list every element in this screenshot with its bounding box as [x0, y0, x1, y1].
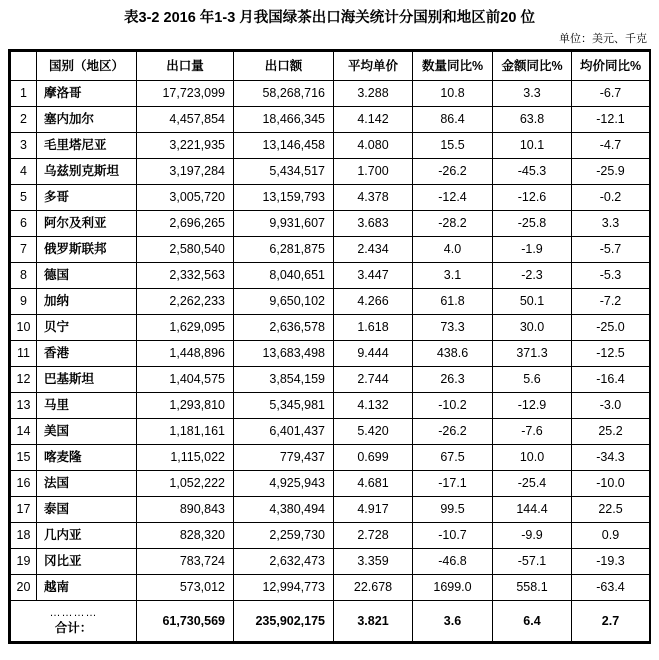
cell-country: 美国: [37, 419, 137, 445]
cell-index: 14: [11, 419, 37, 445]
cell-unit-price: 3.359: [334, 549, 413, 575]
cell-qty-yoy: 438.6: [413, 341, 493, 367]
cell-price-yoy: -16.4: [572, 367, 650, 393]
cell-index: 3: [11, 133, 37, 159]
cell-value-yoy: 3.3: [493, 81, 572, 107]
total-dots: …………: [49, 607, 98, 619]
cell-country: 乌兹别克斯坦: [37, 159, 137, 185]
cell-country: 喀麦隆: [37, 445, 137, 471]
cell-index: 18: [11, 523, 37, 549]
cell-index: 17: [11, 497, 37, 523]
total-unit-price: 3.821: [334, 601, 413, 642]
cell-price-yoy: -3.0: [572, 393, 650, 419]
cell-price-yoy: 3.3: [572, 211, 650, 237]
cell-quantity: 17,723,099: [137, 81, 234, 107]
table-row: [11, 445, 650, 471]
header-value: 出口额: [234, 52, 334, 81]
header-country: 国别（地区）: [37, 52, 137, 81]
cell-country: 法国: [37, 471, 137, 497]
table-row: [11, 341, 650, 367]
cell-value-yoy: -9.9: [493, 523, 572, 549]
cell-country: 俄罗斯联邦: [37, 237, 137, 263]
cell-country: 多哥: [37, 185, 137, 211]
cell-quantity: 1,404,575: [137, 367, 234, 393]
cell-price-yoy: -6.7: [572, 81, 650, 107]
table-body: [11, 81, 650, 642]
cell-qty-yoy: 15.5: [413, 133, 493, 159]
cell-value-yoy: -12.6: [493, 185, 572, 211]
cell-value-yoy: -7.6: [493, 419, 572, 445]
cell-price-yoy: -4.7: [572, 133, 650, 159]
table-row: [11, 393, 650, 419]
cell-value: 4,925,943: [234, 471, 334, 497]
cell-value-yoy: -12.9: [493, 393, 572, 419]
table-row: [11, 211, 650, 237]
cell-country: 摩洛哥: [37, 81, 137, 107]
cell-price-yoy: -25.9: [572, 159, 650, 185]
table-row: [11, 367, 650, 393]
cell-value: 3,854,159: [234, 367, 334, 393]
cell-index: 10: [11, 315, 37, 341]
cell-index: 9: [11, 289, 37, 315]
cell-unit-price: 0.699: [334, 445, 413, 471]
cell-qty-yoy: -26.2: [413, 419, 493, 445]
cell-value: 12,994,773: [234, 575, 334, 601]
cell-unit-price: 1.700: [334, 159, 413, 185]
cell-unit-price: 4.132: [334, 393, 413, 419]
table-row: [11, 107, 650, 133]
cell-value: 13,683,498: [234, 341, 334, 367]
cell-qty-yoy: -17.1: [413, 471, 493, 497]
cell-index: 7: [11, 237, 37, 263]
cell-price-yoy: 22.5: [572, 497, 650, 523]
cell-value-yoy: 63.8: [493, 107, 572, 133]
cell-price-yoy: -25.0: [572, 315, 650, 341]
table-row: [11, 237, 650, 263]
cell-value-yoy: 371.3: [493, 341, 572, 367]
cell-unit-price: 2.744: [334, 367, 413, 393]
cell-qty-yoy: 1699.0: [413, 575, 493, 601]
table-row: [11, 159, 650, 185]
cell-value: 5,434,517: [234, 159, 334, 185]
total-quantity: 61,730,569: [137, 601, 234, 642]
cell-index: 16: [11, 471, 37, 497]
total-value-yoy: 6.4: [493, 601, 572, 642]
cell-country: 几内亚: [37, 523, 137, 549]
cell-value: 2,636,578: [234, 315, 334, 341]
table-row: [11, 81, 650, 107]
cell-unit-price: 4.681: [334, 471, 413, 497]
cell-unit-price: 4.917: [334, 497, 413, 523]
cell-country: 德国: [37, 263, 137, 289]
cell-index: 2: [11, 107, 37, 133]
header-value-yoy: 金额同比%: [493, 52, 572, 81]
cell-price-yoy: -12.5: [572, 341, 650, 367]
cell-unit-price: 4.142: [334, 107, 413, 133]
cell-value: 5,345,981: [234, 393, 334, 419]
cell-value-yoy: 144.4: [493, 497, 572, 523]
cell-value-yoy: 30.0: [493, 315, 572, 341]
cell-qty-yoy: 99.5: [413, 497, 493, 523]
cell-quantity: 4,457,854: [137, 107, 234, 133]
header-quantity: 出口量: [137, 52, 234, 81]
cell-index: 12: [11, 367, 37, 393]
export-statistics-table: [10, 51, 650, 642]
cell-value: 8,040,651: [234, 263, 334, 289]
cell-unit-price: 1.618: [334, 315, 413, 341]
table-row: [11, 575, 650, 601]
cell-qty-yoy: 4.0: [413, 237, 493, 263]
cell-qty-yoy: 61.8: [413, 289, 493, 315]
cell-quantity: 2,262,233: [137, 289, 234, 315]
cell-qty-yoy: -46.8: [413, 549, 493, 575]
page-title: 表3-2 2016 年1-3 月我国绿茶出口海关统计分国别和地区前20 位: [124, 10, 535, 26]
cell-value-yoy: 10.1: [493, 133, 572, 159]
cell-unit-price: 3.288: [334, 81, 413, 107]
cell-value: 9,931,607: [234, 211, 334, 237]
cell-quantity: 1,448,896: [137, 341, 234, 367]
cell-quantity: 3,221,935: [137, 133, 234, 159]
cell-qty-yoy: 86.4: [413, 107, 493, 133]
cell-value-yoy: -2.3: [493, 263, 572, 289]
cell-unit-price: 3.683: [334, 211, 413, 237]
cell-value-yoy: 558.1: [493, 575, 572, 601]
cell-price-yoy: -19.3: [572, 549, 650, 575]
cell-price-yoy: -5.3: [572, 263, 650, 289]
cell-quantity: 890,843: [137, 497, 234, 523]
cell-unit-price: 4.266: [334, 289, 413, 315]
cell-qty-yoy: 26.3: [413, 367, 493, 393]
cell-qty-yoy: -28.2: [413, 211, 493, 237]
unit-note: 单位：美元、千克: [559, 33, 647, 45]
cell-country: 泰国: [37, 497, 137, 523]
total-price-yoy: 2.7: [572, 601, 650, 642]
cell-index: 11: [11, 341, 37, 367]
header-qty-yoy: 数量同比%: [413, 52, 493, 81]
cell-price-yoy: -34.3: [572, 445, 650, 471]
cell-quantity: 2,332,563: [137, 263, 234, 289]
cell-quantity: 1,629,095: [137, 315, 234, 341]
cell-unit-price: 9.444: [334, 341, 413, 367]
cell-index: 5: [11, 185, 37, 211]
cell-value-yoy: -1.9: [493, 237, 572, 263]
table-row: [11, 263, 650, 289]
header-price-yoy: 均价同比%: [572, 52, 650, 81]
cell-value-yoy: -25.4: [493, 471, 572, 497]
cell-quantity: 2,580,540: [137, 237, 234, 263]
total-qty-yoy: 3.6: [413, 601, 493, 642]
cell-value-yoy: 5.6: [493, 367, 572, 393]
cell-price-yoy: -10.0: [572, 471, 650, 497]
cell-value: 58,268,716: [234, 81, 334, 107]
cell-value: 9,650,102: [234, 289, 334, 315]
cell-country: 越南: [37, 575, 137, 601]
cell-quantity: 1,181,161: [137, 419, 234, 445]
cell-unit-price: 22.678: [334, 575, 413, 601]
cell-value-yoy: -57.1: [493, 549, 572, 575]
cell-country: 塞内加尔: [37, 107, 137, 133]
cell-value-yoy: 50.1: [493, 289, 572, 315]
table-row: [11, 471, 650, 497]
total-word: 合计：: [54, 621, 93, 635]
cell-price-yoy: -63.4: [572, 575, 650, 601]
cell-quantity: 1,115,022: [137, 445, 234, 471]
cell-value: 2,632,473: [234, 549, 334, 575]
total-value: 235,902,175: [234, 601, 334, 642]
cell-country: 马里: [37, 393, 137, 419]
table-row: [11, 497, 650, 523]
cell-index: 13: [11, 393, 37, 419]
cell-unit-price: 2.434: [334, 237, 413, 263]
cell-country: 香港: [37, 341, 137, 367]
cell-value: 4,380,494: [234, 497, 334, 523]
cell-qty-yoy: -12.4: [413, 185, 493, 211]
table-row: [11, 185, 650, 211]
table-row: [11, 133, 650, 159]
cell-quantity: 3,197,284: [137, 159, 234, 185]
cell-qty-yoy: 3.1: [413, 263, 493, 289]
cell-index: 4: [11, 159, 37, 185]
table-border: [8, 49, 651, 644]
cell-index: 6: [11, 211, 37, 237]
table-row: [11, 549, 650, 575]
table-row: [11, 315, 650, 341]
cell-country: 冈比亚: [37, 549, 137, 575]
cell-index: 15: [11, 445, 37, 471]
table-row: [11, 419, 650, 445]
cell-qty-yoy: -26.2: [413, 159, 493, 185]
cell-quantity: 2,696,265: [137, 211, 234, 237]
cell-value: 18,466,345: [234, 107, 334, 133]
cell-price-yoy: -5.7: [572, 237, 650, 263]
total-label-cell: [11, 601, 137, 642]
cell-quantity: 1,052,222: [137, 471, 234, 497]
cell-index: 19: [11, 549, 37, 575]
cell-country: 贝宁: [37, 315, 137, 341]
cell-qty-yoy: 67.5: [413, 445, 493, 471]
cell-value: 779,437: [234, 445, 334, 471]
cell-price-yoy: 25.2: [572, 419, 650, 445]
cell-unit-price: 4.080: [334, 133, 413, 159]
cell-unit-price: 5.420: [334, 419, 413, 445]
cell-price-yoy: -12.1: [572, 107, 650, 133]
cell-quantity: 1,293,810: [137, 393, 234, 419]
cell-value: 2,259,730: [234, 523, 334, 549]
cell-value-yoy: -25.8: [493, 211, 572, 237]
cell-value: 6,401,437: [234, 419, 334, 445]
cell-country: 毛里塔尼亚: [37, 133, 137, 159]
cell-quantity: 573,012: [137, 575, 234, 601]
cell-price-yoy: -0.2: [572, 185, 650, 211]
table-total-row: [11, 601, 650, 642]
cell-quantity: 3,005,720: [137, 185, 234, 211]
cell-value-yoy: -45.3: [493, 159, 572, 185]
cell-country: 阿尔及利亚: [37, 211, 137, 237]
table-row: [11, 523, 650, 549]
cell-qty-yoy: 10.8: [413, 81, 493, 107]
cell-unit-price: 2.728: [334, 523, 413, 549]
cell-country: 巴基斯坦: [37, 367, 137, 393]
header-index: [11, 52, 37, 81]
document-page: [0, 8, 659, 660]
cell-value: 13,159,793: [234, 185, 334, 211]
cell-qty-yoy: -10.7: [413, 523, 493, 549]
table-header-row: [11, 52, 650, 81]
cell-country: 加纳: [37, 289, 137, 315]
header-unit-price: 平均单价: [334, 52, 413, 81]
cell-qty-yoy: 73.3: [413, 315, 493, 341]
table-row: [11, 289, 650, 315]
cell-qty-yoy: -10.2: [413, 393, 493, 419]
cell-price-yoy: 0.9: [572, 523, 650, 549]
cell-value: 6,281,875: [234, 237, 334, 263]
cell-quantity: 783,724: [137, 549, 234, 575]
cell-value: 13,146,458: [234, 133, 334, 159]
cell-unit-price: 4.378: [334, 185, 413, 211]
cell-unit-price: 3.447: [334, 263, 413, 289]
cell-quantity: 828,320: [137, 523, 234, 549]
cell-index: 20: [11, 575, 37, 601]
cell-index: 1: [11, 81, 37, 107]
cell-price-yoy: -7.2: [572, 289, 650, 315]
cell-index: 8: [11, 263, 37, 289]
cell-value-yoy: 10.0: [493, 445, 572, 471]
